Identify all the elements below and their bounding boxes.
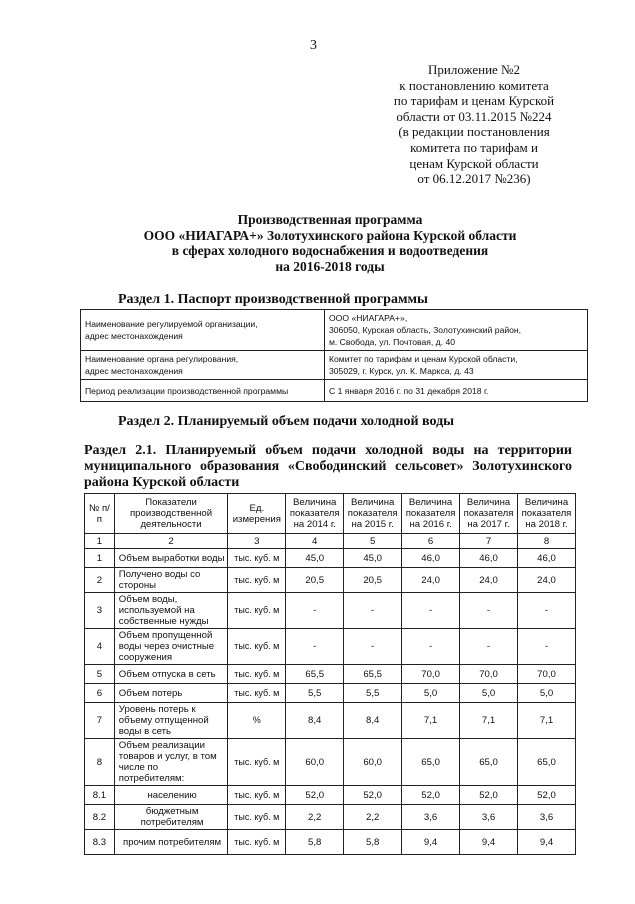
value-2018: 3,6 bbox=[518, 805, 576, 830]
indicator-name: бюджетным потребителям bbox=[114, 805, 228, 830]
document-title bbox=[90, 212, 570, 274]
row-number: 6 bbox=[85, 684, 115, 703]
value-2014: 2,2 bbox=[286, 805, 344, 830]
value-2016: 3,6 bbox=[402, 805, 460, 830]
title-line: в сферах холодного водоснабжения и водоотведения bbox=[171, 243, 489, 258]
value-2016: 70,0 bbox=[402, 665, 460, 684]
appendix-line: к постановлению комитета bbox=[399, 77, 549, 93]
value-2014: 5,8 bbox=[286, 830, 344, 855]
indicator-name: Получено воды со стороны bbox=[114, 568, 228, 593]
passport-value: ООО «НИАГАРА+», 306050, Курская область, Золотухинский район, м. Свобода, ул. Почтовая, д. 40 bbox=[325, 310, 588, 351]
value-2014: 65,5 bbox=[286, 665, 344, 684]
title-line: ООО «НИАГАРА+» Золотухинского района Курской области bbox=[143, 227, 517, 243]
row-number: 4 bbox=[85, 629, 115, 665]
indicator-name: Объем потерь bbox=[114, 684, 228, 703]
column-number: 7 bbox=[460, 534, 518, 549]
table-row bbox=[85, 593, 576, 629]
row-number: 7 bbox=[85, 703, 115, 739]
passport-row bbox=[81, 310, 588, 351]
value-2017: 65,0 bbox=[460, 739, 518, 786]
indicator-name: Объем отпуска в сеть bbox=[114, 665, 228, 684]
title-line: Производственная программа bbox=[237, 212, 423, 227]
table-row bbox=[85, 684, 576, 703]
indicator-name: Объем реализации товаров и услуг, в том числе по потребителям: bbox=[114, 739, 228, 786]
value-2016: 65,0 bbox=[402, 739, 460, 786]
unit: % bbox=[228, 703, 286, 739]
value-2018: 52,0 bbox=[518, 786, 576, 805]
column-number: 2 bbox=[114, 534, 228, 549]
unit: тыс. куб. м bbox=[228, 786, 286, 805]
value-2016: 7,1 bbox=[402, 703, 460, 739]
column-number: 5 bbox=[344, 534, 402, 549]
value-2015: 20,5 bbox=[344, 568, 402, 593]
row-number: 8.3 bbox=[85, 830, 115, 855]
table-row bbox=[85, 629, 576, 665]
indicator-name: населению bbox=[114, 786, 228, 805]
value-2018: 7,1 bbox=[518, 703, 576, 739]
value-2018: 9,4 bbox=[518, 830, 576, 855]
value-2015: 52,0 bbox=[344, 786, 402, 805]
value-2016: 52,0 bbox=[402, 786, 460, 805]
value-2015: - bbox=[344, 629, 402, 665]
table-header-row bbox=[85, 494, 576, 534]
passport-value: С 1 января 2016 г. по 31 декабря 2018 г. bbox=[325, 380, 588, 402]
row-number: 8 bbox=[85, 739, 115, 786]
column-header: Величина показателя на 2017 г. bbox=[460, 494, 518, 534]
appendix-line: от 06.12.2017 №236) bbox=[417, 171, 531, 187]
indicator-name: Уровень потерь к объему отпущенной воды в сеть bbox=[114, 703, 228, 739]
value-2015: 65,5 bbox=[344, 665, 402, 684]
table-row bbox=[85, 549, 576, 568]
appendix-line: ценам Курской области bbox=[409, 155, 539, 171]
row-number: 8.2 bbox=[85, 805, 115, 830]
table-row bbox=[85, 805, 576, 830]
value-2015: 2,2 bbox=[344, 805, 402, 830]
value-2014: 52,0 bbox=[286, 786, 344, 805]
value-2018: - bbox=[518, 629, 576, 665]
appendix-line: Приложение №2 bbox=[428, 62, 520, 77]
appendix-line: (в редакции постановления bbox=[398, 124, 550, 140]
value-2015: 8,4 bbox=[344, 703, 402, 739]
table-row bbox=[85, 786, 576, 805]
section1-heading: Раздел 1. Паспорт производственной программы bbox=[118, 292, 428, 307]
value-2015: 45,0 bbox=[344, 549, 402, 568]
value-2018: 24,0 bbox=[518, 568, 576, 593]
value-2018: 65,0 bbox=[518, 739, 576, 786]
value-2016: - bbox=[402, 629, 460, 665]
row-number: 2 bbox=[85, 568, 115, 593]
table-row bbox=[85, 739, 576, 786]
value-2016: - bbox=[402, 593, 460, 629]
value-2015: 60,0 bbox=[344, 739, 402, 786]
appendix-line: комитета по тарифам и bbox=[410, 139, 538, 155]
passport-value: Комитет по тарифам и ценам Курской области, 305029, г. Курск, ул. К. Маркса, д. 43 bbox=[325, 351, 588, 380]
value-2017: - bbox=[460, 593, 518, 629]
value-2018: 70,0 bbox=[518, 665, 576, 684]
value-2014: 5,5 bbox=[286, 684, 344, 703]
column-header: Величина показателя на 2016 г. bbox=[402, 494, 460, 534]
appendix-line: по тарифам и ценам Курской bbox=[393, 93, 555, 109]
table-row bbox=[85, 830, 576, 855]
value-2014: 60,0 bbox=[286, 739, 344, 786]
value-2018: 46,0 bbox=[518, 549, 576, 568]
unit: тыс. куб. м bbox=[228, 805, 286, 830]
indicator-name: Объем воды, используемой на собственные нужды bbox=[114, 593, 228, 629]
passport-label: Период реализации производственной программы bbox=[81, 380, 325, 402]
value-2017: 46,0 bbox=[460, 549, 518, 568]
passport-row bbox=[81, 380, 588, 402]
value-2014: 45,0 bbox=[286, 549, 344, 568]
column-header: Величина показателя на 2015 г. bbox=[344, 494, 402, 534]
value-2016: 5,0 bbox=[402, 684, 460, 703]
water-volume-table bbox=[84, 493, 576, 855]
value-2015: 5,5 bbox=[344, 684, 402, 703]
section21-heading: Раздел 2.1. Планируемый объем подачи холодной воды на территории муниципального образования «Свободинский сельсовет» Золотухинского района Курской области bbox=[84, 443, 572, 490]
column-number: 3 bbox=[228, 534, 286, 549]
value-2014: 8,4 bbox=[286, 703, 344, 739]
indicator-name: Объем выработки воды bbox=[114, 549, 228, 568]
column-number: 8 bbox=[518, 534, 576, 549]
row-number: 5 bbox=[85, 665, 115, 684]
indicator-name: прочим потребителям bbox=[114, 830, 228, 855]
column-number: 4 bbox=[286, 534, 344, 549]
value-2014: - bbox=[286, 629, 344, 665]
table-row bbox=[85, 568, 576, 593]
value-2017: - bbox=[460, 629, 518, 665]
column-header: Показатели производственной деятельности bbox=[114, 494, 228, 534]
column-header: Величина показателя на 2018 г. bbox=[518, 494, 576, 534]
unit: тыс. куб. м bbox=[228, 593, 286, 629]
passport-label: Наименование регулируемой организации, адрес местонахождения bbox=[81, 310, 325, 351]
indicator-name: Объем пропущенной воды через очистные сооружения bbox=[114, 629, 228, 665]
value-2017: 9,4 bbox=[460, 830, 518, 855]
unit: тыс. куб. м bbox=[228, 739, 286, 786]
passport-label: Наименование органа регулирования, адрес местонахождения bbox=[81, 351, 325, 380]
value-2017: 52,0 bbox=[460, 786, 518, 805]
column-header: Ед. измерения bbox=[228, 494, 286, 534]
unit: тыс. куб. м bbox=[228, 568, 286, 593]
unit: тыс. куб. м bbox=[228, 830, 286, 855]
value-2015: 5,8 bbox=[344, 830, 402, 855]
value-2014: 20,5 bbox=[286, 568, 344, 593]
value-2017: 24,0 bbox=[460, 568, 518, 593]
passport-row bbox=[81, 351, 588, 380]
value-2016: 9,4 bbox=[402, 830, 460, 855]
value-2017: 3,6 bbox=[460, 805, 518, 830]
table-row bbox=[85, 665, 576, 684]
appendix-header bbox=[368, 62, 580, 187]
column-header: Величина показателя на 2014 г. bbox=[286, 494, 344, 534]
column-number: 1 bbox=[85, 534, 115, 549]
passport-table bbox=[80, 309, 588, 402]
row-number: 8.1 bbox=[85, 786, 115, 805]
value-2016: 24,0 bbox=[402, 568, 460, 593]
column-header: № п/п bbox=[85, 494, 115, 534]
title-line: на 2016-2018 годы bbox=[275, 258, 385, 274]
row-number: 3 bbox=[85, 593, 115, 629]
value-2018: - bbox=[518, 593, 576, 629]
value-2016: 46,0 bbox=[402, 549, 460, 568]
unit: тыс. куб. м bbox=[228, 665, 286, 684]
appendix-line: области от 03.11.2015 №224 bbox=[396, 108, 552, 124]
value-2017: 7,1 bbox=[460, 703, 518, 739]
page-number: 3 bbox=[310, 38, 317, 53]
unit: тыс. куб. м bbox=[228, 684, 286, 703]
column-number: 6 bbox=[402, 534, 460, 549]
value-2018: 5,0 bbox=[518, 684, 576, 703]
row-number: 1 bbox=[85, 549, 115, 568]
column-number-row bbox=[85, 534, 576, 549]
section2-heading: Раздел 2. Планируемый объем подачи холодной воды bbox=[118, 414, 455, 429]
value-2014: - bbox=[286, 593, 344, 629]
unit: тыс. куб. м bbox=[228, 629, 286, 665]
value-2017: 70,0 bbox=[460, 665, 518, 684]
value-2017: 5,0 bbox=[460, 684, 518, 703]
value-2015: - bbox=[344, 593, 402, 629]
table-row bbox=[85, 703, 576, 739]
unit: тыс. куб. м bbox=[228, 549, 286, 568]
